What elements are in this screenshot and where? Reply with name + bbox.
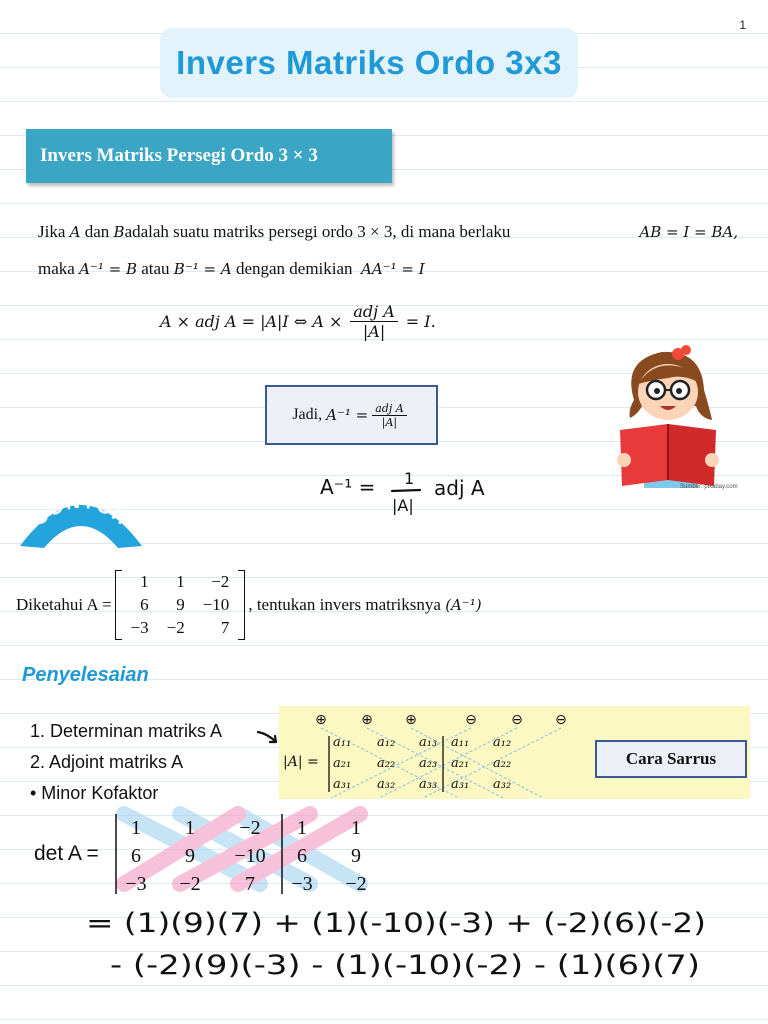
svg-text:a₃₁: a₃₁ [451, 777, 470, 792]
sarrus-method-label: Cara Sarrus [595, 740, 747, 778]
expansion-line-2: - (-2)(9)(-3) - (1)(-10)(-2) - (1)(6)(7) [110, 950, 700, 981]
det-matrix [110, 810, 390, 896]
svg-text:adj A: adj A [434, 476, 485, 500]
sarrus-scheme [279, 706, 599, 799]
svg-text:a₃₂: a₃₂ [493, 777, 512, 792]
girl-reading-illustration [612, 340, 724, 492]
svg-text:a₃₃: a₃₃ [419, 777, 438, 792]
intro-line-2: maka A⁻¹ = B atau B⁻¹ = A dengan demikian AA⁻¹ = I [38, 259, 425, 278]
svg-text:|A|: |A| [392, 496, 414, 515]
intro-line-1: Jika A dan Badalah suatu matriks persegi ordo 3 × 3, di mana berlaku AB = I = BA, [38, 222, 738, 241]
step-item: 2. Adjoint matriks A [30, 752, 184, 772]
svg-text:−2: −2 [239, 817, 261, 839]
svg-text:−2: −2 [179, 873, 201, 895]
svg-text:1: 1 [131, 817, 141, 839]
handwritten-inverse-formula [316, 468, 496, 516]
minus-sign-icon: ⊖ [511, 712, 523, 728]
svg-text:−2: −2 [345, 873, 367, 895]
svg-text:a₂₂: a₂₂ [377, 756, 396, 771]
plus-sign-icon: ⊕ [361, 712, 373, 728]
handwritten-expansion [80, 898, 720, 988]
svg-text:a₁₁: a₁₁ [333, 735, 352, 750]
title-banner [160, 28, 578, 98]
arrow-icon [256, 728, 280, 746]
page-number: 1 [739, 18, 746, 32]
svg-text:7: 7 [245, 873, 255, 895]
svg-text:a₁₁: a₁₁ [451, 735, 470, 750]
contoh-badge [14, 486, 148, 552]
svg-text:9: 9 [185, 845, 195, 867]
svg-text:a₁₂: a₁₂ [493, 735, 512, 750]
svg-text:a₂₁: a₂₁ [451, 756, 470, 771]
svg-text:1: 1 [404, 469, 415, 488]
section-title: Invers Matriks Persegi Ordo 3 × 3 [40, 145, 318, 166]
expansion-line-1: = (1)(9)(7) + (1)(-10)(-3) + (-2)(6)(-2) [86, 908, 706, 939]
solution-steps [30, 716, 222, 809]
det-label: det A = [34, 842, 99, 865]
svg-text:−10: −10 [234, 845, 266, 867]
svg-text:−3: −3 [291, 873, 313, 895]
minus-sign-icon: ⊖ [465, 712, 477, 728]
page-title: Invers Matriks Ordo 3x3 [176, 44, 562, 81]
svg-text:|A| =: |A| = [283, 754, 319, 770]
plus-sign-icon: ⊕ [315, 712, 327, 728]
svg-text:1: 1 [297, 817, 307, 839]
section-banner [26, 129, 392, 183]
svg-text:CONTOH: CONTOH [29, 491, 133, 531]
solution-heading: Penyelesaian [22, 664, 149, 686]
problem-statement: Diketahui A = 1 1 −2 6 9 −10 −3 −2 7 , tentukan invers matriksnya (A⁻¹) [16, 570, 482, 640]
svg-text:a₁₃: a₁₃ [419, 735, 438, 750]
svg-text:9: 9 [351, 845, 361, 867]
svg-text:a₁₂: a₁₂ [377, 735, 396, 750]
matrix-a: 1 1 −2 6 9 −10 −3 −2 7 [115, 570, 246, 640]
image-credit: Sumber: pixabay.com [680, 484, 738, 490]
plus-sign-icon: ⊕ [405, 712, 417, 728]
conclusion-box: Jadi, A⁻¹ = $\frac{\text{adj A}}{|A|}$ [265, 385, 438, 445]
svg-text:−3: −3 [125, 873, 147, 895]
svg-text:a₂₃: a₂₃ [419, 756, 438, 771]
svg-text:A⁻¹ =: A⁻¹ = [320, 475, 376, 499]
svg-text:6: 6 [131, 845, 141, 867]
minus-sign-icon: ⊖ [555, 712, 567, 728]
svg-text:a₂₁: a₂₁ [333, 756, 352, 771]
svg-text:a₂₂: a₂₂ [493, 756, 512, 771]
svg-text:a₃₁: a₃₁ [333, 777, 352, 792]
svg-text:1: 1 [351, 817, 361, 839]
adjoint-formula: A × adj A = |A|I ⇔ A × $\frac{\text{adj A}}{|A|}$ = I. [160, 302, 436, 341]
step-item: • Minor Kofaktor [30, 783, 159, 803]
equation-ab: AB = I = BA, [639, 223, 738, 241]
svg-text:6: 6 [297, 845, 307, 867]
svg-text:1: 1 [185, 817, 195, 839]
step-item: 1. Determinan matriks A [30, 721, 223, 741]
svg-text:a₃₂: a₃₂ [377, 777, 396, 792]
